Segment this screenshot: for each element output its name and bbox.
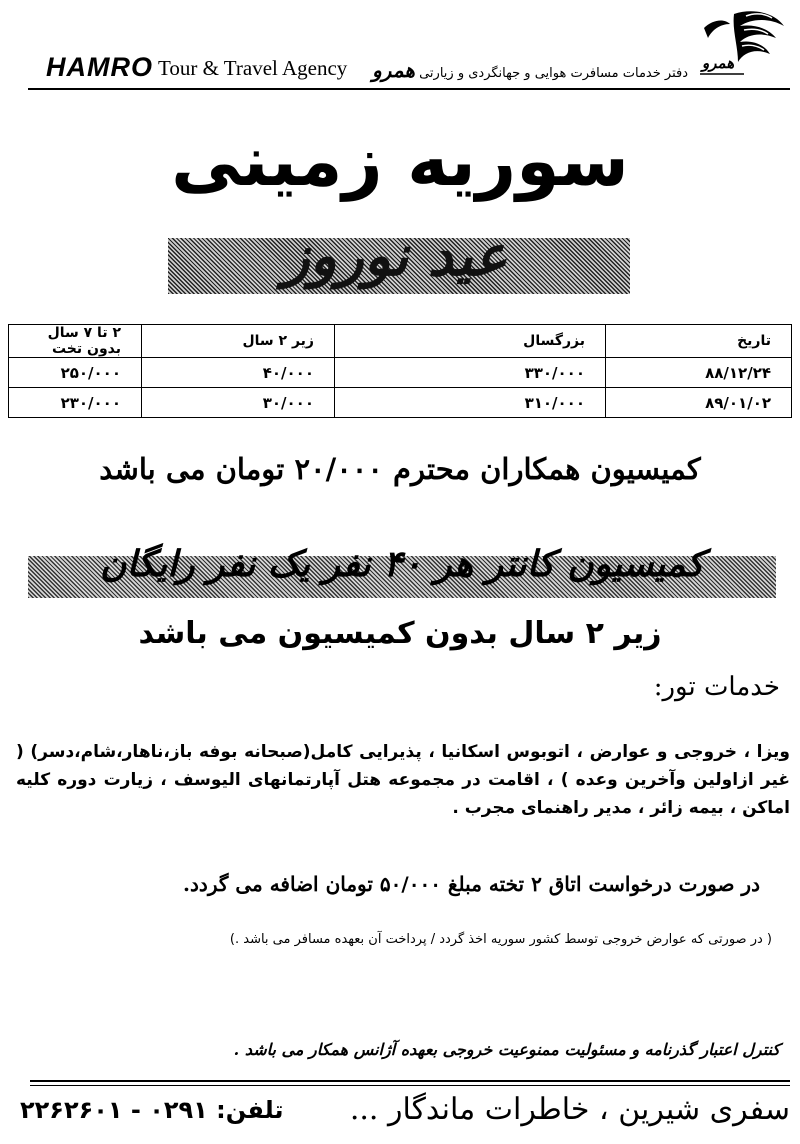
table-cell-date: ۸۸/۱۲/۲۴	[606, 358, 792, 388]
brand-subtitle-en: Tour & Travel Agency	[158, 56, 348, 80]
table-header-child-no-bed: ۲ تا ۷ سال بدون تخت	[9, 325, 142, 358]
agency-description	[372, 58, 688, 82]
table-cell-date: ۸۹/۰۱/۰۲	[606, 388, 792, 418]
table-cell-adult: ۳۱۰/۰۰۰	[335, 388, 606, 418]
table-cell-under-2: ۴۰/۰۰۰	[142, 358, 335, 388]
logo-text: همرو	[702, 54, 735, 72]
table-row	[9, 388, 792, 418]
table-header-adult: بزرگسال	[335, 325, 606, 358]
footer-slogan: سفری شیرین ، خاطرات ماندگار ...	[349, 1092, 790, 1127]
phone-number: ۰۲۹۱ - ۲۲۶۲۶۰۱	[20, 1096, 208, 1124]
partner-commission: کمیسیون همکاران محترم ۲۰/۰۰۰ تومان می باشد	[99, 452, 701, 486]
page-title: سوریه زمینی	[171, 120, 629, 202]
agency-logo	[694, 6, 790, 82]
table-header-date: تاریخ	[606, 325, 792, 358]
subtitle: عید نوروز	[282, 224, 508, 289]
passport-note: کنترل اعتبار گذرنامه و مسئولیت ممنوعیت خروجی بعهده آژانس همکار می باشد .	[233, 1040, 780, 1059]
bird-wing-icon	[694, 6, 790, 82]
agency-name-fa: همرو	[372, 58, 415, 82]
brand-name-en: HAMRO	[46, 52, 153, 82]
double-room-note: در صورت درخواست اتاق ۲ تخته مبلغ ۵۰/۰۰۰ تومان اضافه می گردد.	[183, 872, 760, 896]
under-2-commission: زیر ۲ سال بدون کمیسیون می باشد	[138, 616, 662, 651]
header-divider	[28, 88, 790, 90]
services-heading: خدمات تور:	[653, 672, 780, 702]
table-cell-adult: ۳۳۰/۰۰۰	[335, 358, 606, 388]
phone-label: تلفن:	[216, 1096, 284, 1124]
table-header-under-2: زیر ۲ سال	[142, 325, 335, 358]
footer-phone	[20, 1096, 320, 1124]
table-row	[9, 358, 792, 388]
services-list: ویزا ، خروجی و عوارض ، اتوبوس اسکانیا ، پذیرایی کامل(صبحانه بوفه باز،ناهار،شام،دسر) ( غیر ازاولین وآخرین وعده ) ، اقامت در مجموعه هتل آپارتمانهای الیوسف ، زیارت دوره کلیه اماکن ، بیمه زائر ، مدیر راهنمای مجرب .	[16, 742, 790, 818]
counter-commission: کمیسیون کانتر هر ۴۰ نفر یک نفر رایگان	[99, 544, 705, 585]
subtitle-banner	[160, 224, 630, 294]
table-cell-child-no-bed: ۲۵۰/۰۰۰	[9, 358, 142, 388]
table-header-row	[9, 325, 792, 358]
footer-divider-thin	[30, 1085, 790, 1086]
table-cell-child-no-bed: ۲۳۰/۰۰۰	[9, 388, 142, 418]
counter-commission-banner	[22, 546, 782, 602]
footer-divider	[30, 1080, 790, 1082]
exit-fee-note: ( در صورتی که عوارض خروجی توسط کشور سوریه اخذ گردد / پرداخت آن بعهده مسافر می باشد .)	[229, 932, 772, 947]
agency-description-text: دفتر خدمات مسافرت هوایی و جهانگردی و زیارتی	[419, 66, 688, 81]
price-table	[8, 324, 792, 418]
table-cell-under-2: ۳۰/۰۰۰	[142, 388, 335, 418]
